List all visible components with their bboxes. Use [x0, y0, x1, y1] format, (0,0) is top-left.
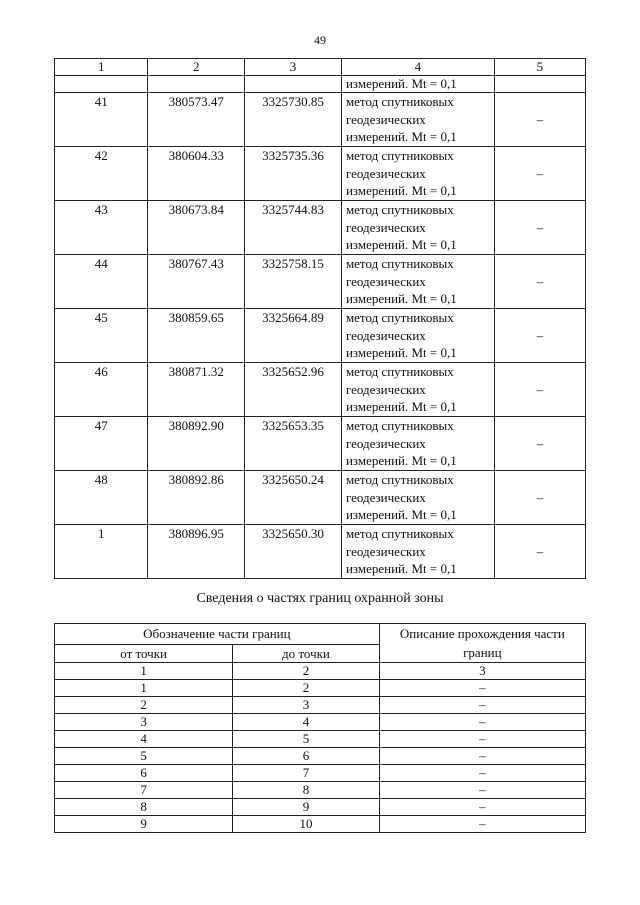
coordinate-x: 380767.43 — [148, 255, 245, 309]
method-cell — [341, 417, 494, 471]
to-point: 9 — [233, 799, 379, 816]
description-cell: – — [379, 748, 585, 765]
from-point: 1 — [55, 680, 233, 697]
note-cell: – — [494, 363, 585, 417]
column-number-1: 1 — [55, 663, 233, 680]
method-line-3: измерений. Mt = 0,1 — [345, 561, 457, 576]
column-number-3: 3 — [379, 663, 585, 680]
method-cell — [341, 93, 494, 147]
coordinate-y: 3325650.30 — [245, 525, 342, 579]
method-line-2: геодезических — [345, 381, 426, 397]
method-cell — [341, 147, 494, 201]
coordinate-y: 3325744.83 — [245, 201, 342, 255]
description-cell: – — [379, 697, 585, 714]
header-from-point: от точки — [55, 644, 233, 662]
method-cell — [341, 255, 494, 309]
method-line-2: геодезических — [345, 489, 426, 505]
coordinate-y: 3325653.35 — [245, 417, 342, 471]
method-line-3: измерений. Mt = 0,1 — [345, 345, 457, 360]
coordinate-y: 3325735.36 — [245, 147, 342, 201]
empty-cell — [494, 76, 585, 93]
from-point: 4 — [55, 731, 233, 748]
point-number: 1 — [55, 525, 148, 579]
header-boundary-designation: Обозначение части границ — [55, 624, 380, 645]
coordinate-y: 3325730.85 — [245, 93, 342, 147]
table-row — [55, 309, 586, 363]
method-line-2: геодезических — [345, 165, 426, 181]
to-point: 10 — [233, 816, 379, 833]
method-cell — [341, 363, 494, 417]
method-line-1: метод спутниковых — [345, 418, 454, 433]
coordinate-x: 380573.47 — [148, 93, 245, 147]
column-number-2: 2 — [233, 663, 379, 680]
section-title: Сведения о частях границ охранной зоны — [196, 591, 444, 606]
note-cell: – — [494, 201, 585, 255]
method-line-3: измерений. Mt = 0,1 — [345, 399, 457, 414]
coordinate-y: 3325664.89 — [245, 309, 342, 363]
table-row — [55, 471, 586, 525]
to-point: 3 — [233, 697, 379, 714]
table-row — [55, 697, 586, 714]
coordinates-body — [55, 93, 586, 579]
coordinate-x: 380892.90 — [148, 417, 245, 471]
coordinate-x: 380604.33 — [148, 147, 245, 201]
method-cell — [341, 525, 494, 579]
method-line-1: метод спутниковых — [345, 94, 454, 109]
method-line-1: метод спутниковых — [345, 526, 454, 541]
method-line-1: метод спутниковых — [345, 472, 454, 487]
note-cell: – — [494, 255, 585, 309]
table-row — [55, 765, 586, 782]
empty-cell — [148, 76, 245, 93]
header-description-line-2: границ — [463, 645, 502, 660]
point-number: 43 — [55, 201, 148, 255]
header-description — [379, 624, 585, 663]
table-row — [55, 147, 586, 201]
coordinate-y: 3325650.24 — [245, 471, 342, 525]
coordinate-x: 380896.95 — [148, 525, 245, 579]
description-cell: – — [379, 782, 585, 799]
parts-body — [55, 680, 586, 833]
coordinate-x: 380859.65 — [148, 309, 245, 363]
method-line-1: метод спутниковых — [345, 256, 454, 271]
column-number-4: 4 — [341, 59, 494, 76]
table-row — [55, 255, 586, 309]
from-point: 6 — [55, 765, 233, 782]
table-row — [55, 525, 586, 579]
column-number-5: 5 — [494, 59, 585, 76]
table-row — [55, 799, 586, 816]
to-point: 8 — [233, 782, 379, 799]
to-point: 5 — [233, 731, 379, 748]
description-cell: – — [379, 765, 585, 782]
table-row — [55, 93, 586, 147]
header-to-point: до точки — [233, 644, 379, 662]
method-line-1: метод спутниковых — [345, 310, 454, 325]
from-point: 8 — [55, 799, 233, 816]
boundary-parts-table — [54, 623, 586, 833]
column-number-2: 2 — [148, 59, 245, 76]
note-cell: – — [494, 147, 585, 201]
table-row — [55, 417, 586, 471]
method-line-3: измерений. Mt = 0,1 — [345, 507, 457, 522]
from-point: 3 — [55, 714, 233, 731]
method-cell — [341, 201, 494, 255]
method-line-3: измерений. Mt = 0,1 — [345, 291, 457, 306]
table-header-row — [55, 624, 586, 645]
method-line-1: метод спутниковых — [345, 202, 454, 217]
method-cell — [341, 309, 494, 363]
description-cell: – — [379, 816, 585, 833]
method-line-2: геодезических — [345, 327, 426, 343]
table-row — [55, 363, 586, 417]
table-row — [55, 714, 586, 731]
column-numbers-row — [55, 663, 586, 680]
method-line-1: метод спутниковых — [345, 148, 454, 163]
method-line-3: измерений. Mt = 0,1 — [345, 129, 457, 144]
method-line-3: измерений. Mt = 0,1 — [345, 183, 457, 198]
point-number: 41 — [55, 93, 148, 147]
table-row — [55, 731, 586, 748]
to-point: 7 — [233, 765, 379, 782]
from-point: 5 — [55, 748, 233, 765]
coordinate-x: 380892.86 — [148, 471, 245, 525]
table-row — [55, 201, 586, 255]
to-point: 4 — [233, 714, 379, 731]
note-cell: – — [494, 525, 585, 579]
table-row — [55, 816, 586, 833]
point-number: 47 — [55, 417, 148, 471]
coordinate-x: 380673.84 — [148, 201, 245, 255]
table-row — [55, 748, 586, 765]
empty-cell — [245, 76, 342, 93]
note-cell: – — [494, 417, 585, 471]
note-cell: – — [494, 309, 585, 363]
description-cell: – — [379, 680, 585, 697]
method-line-2: геодезических — [345, 435, 426, 451]
description-cell: – — [379, 731, 585, 748]
column-number-3: 3 — [245, 59, 342, 76]
note-cell: – — [494, 471, 585, 525]
method-cell: измерений. Mt = 0,1 — [341, 76, 494, 93]
table-header-row — [55, 59, 586, 76]
method-line-2: геодезических — [345, 273, 426, 289]
point-number: 45 — [55, 309, 148, 363]
header-description-line-1: Описание прохождения части — [399, 626, 565, 641]
to-point: 6 — [233, 748, 379, 765]
table-row — [55, 680, 586, 697]
method-cell — [341, 471, 494, 525]
point-number: 44 — [55, 255, 148, 309]
column-number-1: 1 — [55, 59, 148, 76]
note-cell: – — [494, 93, 585, 147]
method-line-3: измерений. Mt = 0,1 — [345, 237, 457, 252]
coordinates-table — [54, 58, 586, 579]
empty-cell — [55, 76, 148, 93]
from-point: 9 — [55, 816, 233, 833]
description-cell: – — [379, 799, 585, 816]
point-number: 48 — [55, 471, 148, 525]
coordinate-y: 3325758.15 — [245, 255, 342, 309]
coordinate-y: 3325652.96 — [245, 363, 342, 417]
method-line-1: метод спутниковых — [345, 364, 454, 379]
point-number: 42 — [55, 147, 148, 201]
point-number: 46 — [55, 363, 148, 417]
coordinate-x: 380871.32 — [148, 363, 245, 417]
description-cell: – — [379, 714, 585, 731]
method-line-3: измерений. Mt = 0,1 — [345, 453, 457, 468]
table-row — [55, 782, 586, 799]
page-number: 49 — [314, 33, 326, 47]
from-point: 2 — [55, 697, 233, 714]
continuation-row — [55, 76, 586, 93]
to-point: 2 — [233, 680, 379, 697]
from-point: 7 — [55, 782, 233, 799]
method-line-2: геодезических — [345, 543, 426, 559]
method-line-2: геодезических — [345, 111, 426, 127]
method-line-2: геодезических — [345, 219, 426, 235]
